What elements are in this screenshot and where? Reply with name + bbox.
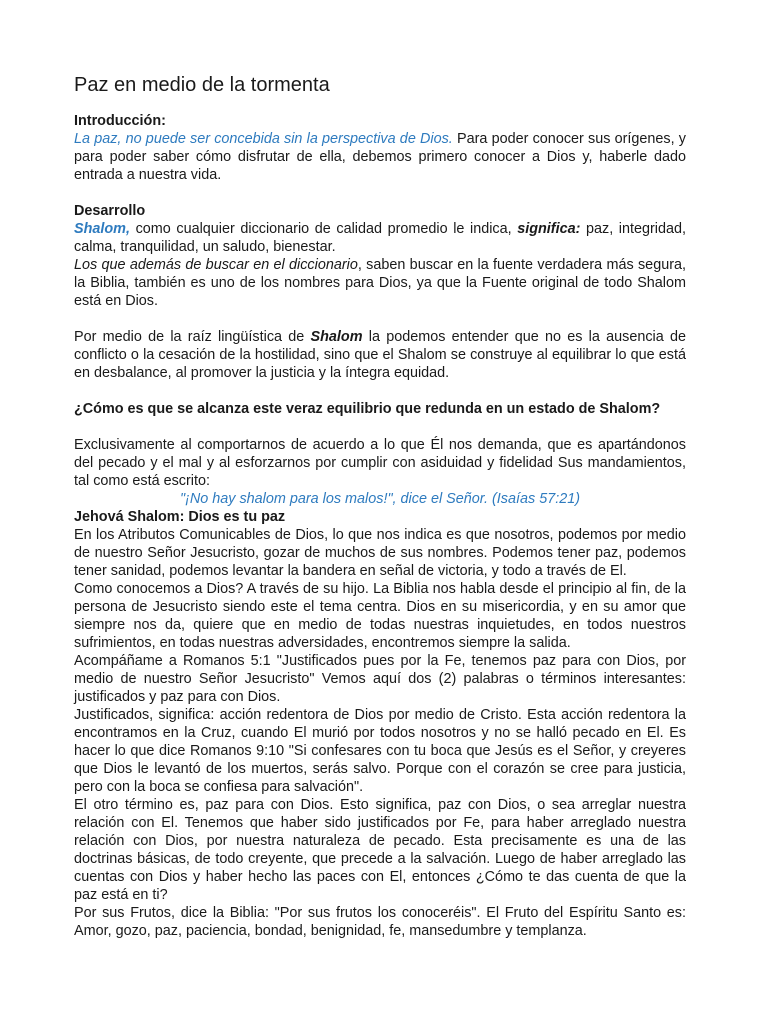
paragraph-4: Exclusivamente al comportarnos de acuerdo a lo que Él nos demanda, que es apartándonos del pecado y el mal y al esforzarnos por cumplir con asiduidad y fidelidad Sus mandamientos, tal como está escrito: (74, 437, 686, 489)
question-heading: ¿Cómo es que se alcanza este veraz equilibrio que redunda en un estado de Shalom? (74, 401, 661, 417)
shalom-term-2: Shalom (310, 329, 363, 345)
intro-paragraph (74, 130, 686, 184)
body-paragraph: Por sus Frutos, dice la Biblia: "Por sus frutos los conoceréis". El Fruto del Espíritu Santo es: Amor, gozo, paz, paciencia, bondad, benignidad, fe, mansedumbre y templanza. (74, 905, 686, 939)
intro-quote: La paz, no puede ser concebida sin la perspectiva de Dios. (74, 131, 453, 147)
shalom-term: Shalom, (74, 221, 130, 237)
desarrollo-paragraph-2: Los que además de buscar en el diccionario, saben buscar en la fuente verdadera más segura, la Biblia, también es uno de los nombres para Dios, ya que la Fuente original de todo Shalom está en Dios. (74, 257, 686, 309)
significa-term: significa: (517, 221, 581, 237)
document-page (74, 72, 686, 940)
verse-quote: "¡No hay shalom para los malos!", dice el Señor. (Isaías 57:21) (179, 491, 580, 507)
body-paragraph: Acompáñame a Romanos 5:1 "Justificados pues por la Fe, tenemos paz para con Dios, por medio de nuestro Señor Jesucristo" Vemos aquí dos (2) palabras o términos interesantes: justificados y paz para con Dios. (74, 653, 686, 705)
page-title: Paz en medio de la tormenta (74, 74, 330, 96)
body-paragraph: Como conocemos a Dios? A través de su hijo. La Biblia nos habla desde el principio al fin, de la persona de Jesucristo siendo este el tema centra. Dios en su misericordia, y en su amor que siempre nos da, quiere que en medio de todas nuestras inquietudes, en todos nuestros sufrimientos, en todas nuestras adversidades, encontremos siempre la salida. (74, 581, 686, 651)
body-paragraph: El otro término es, paz para con Dios. Esto significa, paz con Dios, o sea arreglar nuestra relación con El. Tenemos que haber sido justificados por Fe, para haber arreglado nuestra relación con Dios, por nuestra naturaleza de pecado. Esta precisamente es una de las doctrinas básicas, de todo creyente, que precede a la salvación. Luego de haber arreglado las cuentas con Dios y haber hecho las paces con El, entonces ¿Cómo te das cuenta de que la paz está en ti? (74, 797, 686, 903)
intro-text: Para poder conocer sus orígenes, y para poder saber cómo disfrutar de ella, debemos primero conocer a Dios y, haberle dado entrada a nuestra vida. (74, 131, 686, 183)
intro-heading: Introducción: (74, 113, 166, 129)
subheading: Jehová Shalom: Dios es tu paz (74, 509, 286, 525)
desarrollo-heading: Desarrollo (74, 203, 146, 219)
body-paragraph: En los Atributos Comunicables de Dios, lo que nos indica es que nosotros, podemos por medio de nuestro Señor Jesucristo, gozar de muchos de sus nombres. Podemos tener paz, podemos tener sanidad, podemos levantar la bandera en señal de victoria, y todo a través de El. (74, 527, 686, 579)
body-paragraph: Justificados, significa: acción redentora de Dios por medio de Cristo. Esta acción redentora la encontramos en la Cruz, cuando El murió por todos nosotros y no se halló pecado en El. Es hacer lo que dice Romanos 9:10 "Si confesares con tu boca que Jesús es el Señor, y creyeres que Dios le levantó de los muertos, serás salvo. Porque con el corazón se cree para justicia, pero con la boca se confiesa para salvación". (74, 707, 686, 795)
desarrollo-paragraph-3: Por medio de la raíz lingüística de Shalom la podemos entender que no es la ausencia de conflicto o la cesación de la hostilidad, sino que el Shalom se construye al equilibrar lo que está en desbalance, al promover la justicia y la íntegra equidad. (74, 329, 686, 381)
desarrollo-paragraph-1: Shalom, como cualquier diccionario de calidad promedio le indica, significa: paz, integridad, calma, tranquilidad, un saludo, bienestar. (74, 221, 687, 255)
